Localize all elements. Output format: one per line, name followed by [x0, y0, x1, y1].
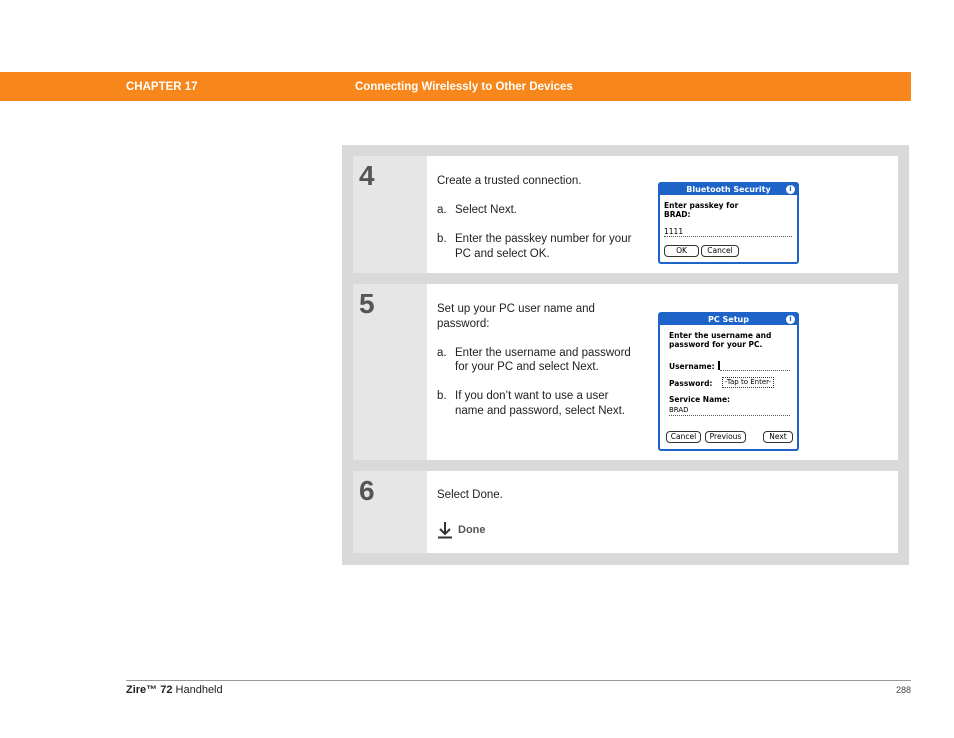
setup-prompt-line1: Enter the username and: [669, 331, 772, 340]
sub-step: [437, 346, 632, 375]
sub-step-label: b.: [437, 233, 447, 245]
dialog-title: Bluetooth Security: [660, 184, 797, 195]
username-label: Username:: [669, 362, 715, 371]
sub-step: [437, 203, 632, 218]
previous-button[interactable]: Previous: [705, 431, 746, 443]
cancel-button[interactable]: Cancel: [666, 431, 701, 443]
sub-step-label: a.: [437, 204, 447, 216]
step-number-cell: [353, 471, 427, 553]
product-name: Zire™ 72: [126, 684, 173, 696]
step-5: [353, 284, 898, 460]
chapter-title: Connecting Wirelessly to Other Devices: [355, 81, 573, 93]
service-name-underline: [669, 415, 790, 416]
step-instructions: [437, 174, 632, 261]
password-label: Password:: [669, 379, 713, 388]
footer-product: [126, 684, 223, 696]
sub-step-text: If you don’t want to use a user name and password, select Next.: [455, 390, 626, 417]
done-label: Done: [458, 524, 486, 536]
sub-step-label: b.: [437, 390, 447, 402]
page-number: 288: [895, 685, 911, 695]
step-number-cell: [353, 284, 427, 460]
pc-setup-dialog: [658, 312, 799, 451]
step-4: [353, 156, 898, 273]
step-number-cell: [353, 156, 427, 273]
sub-step-label: a.: [437, 346, 447, 359]
passkey-field[interactable]: 1111: [664, 227, 684, 236]
info-icon[interactable]: i: [786, 315, 795, 324]
sub-step: [437, 232, 632, 261]
chapter-header-bar: [0, 72, 911, 101]
info-icon[interactable]: i: [786, 185, 795, 194]
step-6: [353, 471, 898, 553]
username-field[interactable]: [720, 370, 790, 371]
footer-divider: [126, 680, 911, 681]
step-number: 6: [359, 475, 375, 506]
done-arrow-icon: [437, 521, 453, 539]
step-instructions: [437, 302, 632, 418]
step-intro: Set up your PC user name and password:: [437, 303, 595, 330]
next-button[interactable]: Next: [763, 431, 793, 443]
ok-button[interactable]: OK: [664, 245, 699, 257]
step-number: 5: [359, 288, 375, 319]
text-cursor: [718, 361, 720, 370]
product-suffix: Handheld: [172, 684, 223, 696]
passkey-underline: [664, 236, 792, 237]
steps-panel: [342, 145, 909, 565]
setup-prompt-line2: password for your PC.: [669, 340, 763, 349]
passkey-prompt-line1: Enter passkey for: [664, 201, 739, 210]
sub-step-text: Select Next.: [455, 204, 517, 216]
service-name-field[interactable]: BRAD: [669, 406, 689, 414]
sub-step: [437, 389, 632, 418]
dialog-title: PC Setup: [660, 314, 797, 325]
service-name-label: Service Name:: [669, 395, 731, 404]
chapter-label: CHAPTER 17: [126, 81, 198, 93]
sub-step-text: Enter the username and password for your PC and select Next.: [455, 346, 631, 373]
step-number: 4: [359, 160, 375, 191]
passkey-prompt-line2: BRAD:: [664, 210, 691, 219]
step-intro: Select Done.: [437, 489, 503, 501]
password-trigger[interactable]: -Tap to Enter-: [722, 377, 774, 388]
step-intro: Create a trusted connection.: [437, 175, 582, 187]
bluetooth-security-dialog: [658, 182, 799, 264]
cancel-button[interactable]: Cancel: [701, 245, 739, 257]
step-instructions: [437, 488, 637, 503]
sub-step-text: Enter the passkey number for your PC and select OK.: [455, 233, 632, 260]
